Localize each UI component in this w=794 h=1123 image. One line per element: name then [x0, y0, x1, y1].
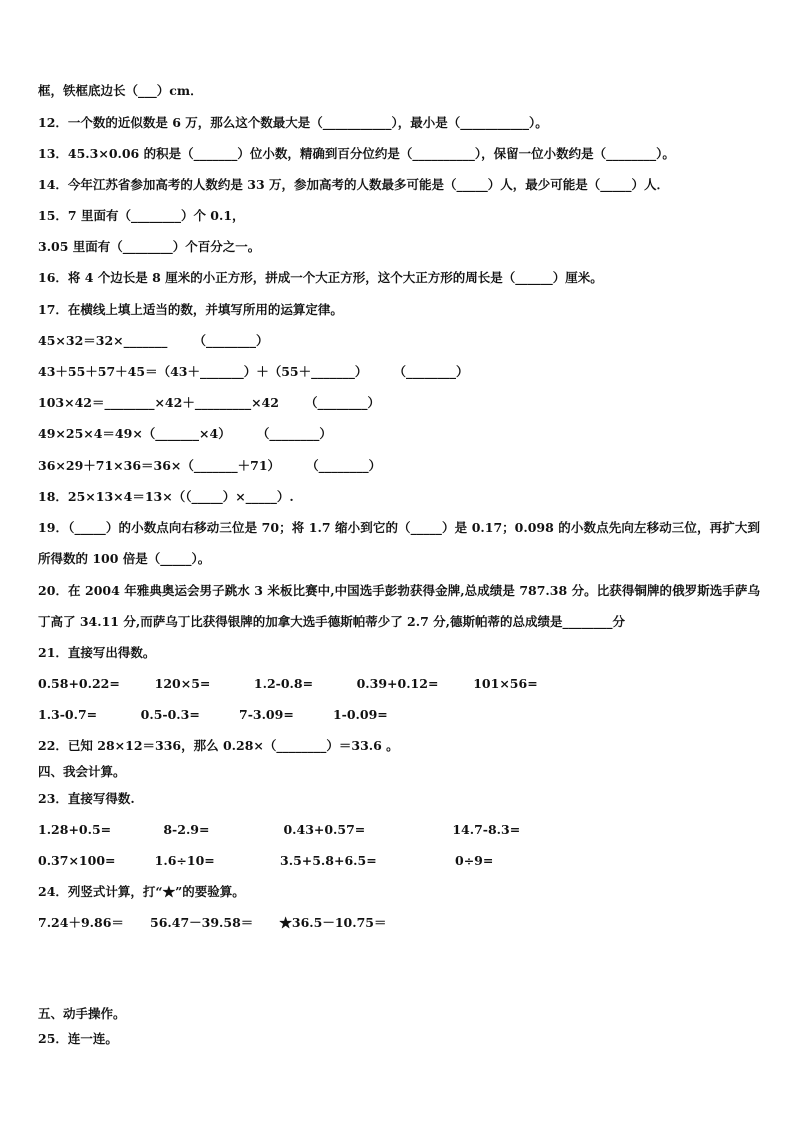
- question-24: 24．列竖式计算，打“★”的要验算。: [38, 884, 245, 899]
- question-21: 21．直接写出得数。: [38, 645, 156, 660]
- q11-continuation: 框，铁框底边长（___）cm．: [38, 83, 203, 98]
- question-17-item-1: 45×32＝32×_______ （________）: [38, 333, 269, 348]
- question-21-row-2: 1.3-0.7= 0.5-0.3= 7-3.09= 1-0.09=: [38, 707, 388, 722]
- question-17-item-3: 103×42＝________×42＋_________×42 （________）: [38, 395, 381, 410]
- question-23-row-2: 0.37×100= 1.6÷10= 3.5+5.8+6.5= 0÷9=: [38, 853, 494, 868]
- section-5-heading: 五、动手操作。: [38, 1006, 126, 1021]
- question-12: 12．一个数的近似数是 6 万，那么这个数最大是（___________），最小是（___________）。: [38, 115, 548, 130]
- question-19: 19．（_____）的小数点向右移动三位是 70；将 1.7 缩小到它的（_____）是 0.17；0.098 的小数点先向左移动三位，再扩大到所得数的 100 倍是（_____）。: [38, 520, 760, 566]
- question-15-line-1: 15．7 里面有（________）个 0.1，: [38, 208, 245, 223]
- question-14: 14．今年江苏省参加高考的人数约是 33 万，参加高考的人数最多可能是（_____）人，最少可能是（_____）人．: [38, 177, 669, 192]
- question-17: 17．在横线上填上适当的数，并填写所用的运算定律。: [38, 302, 343, 317]
- section-4-heading: 四、我会计算。: [38, 764, 126, 779]
- question-16: 16．将 4 个边长是 8 厘米的小正方形，拼成一个大正方形，这个大正方形的周长是（______）厘米。: [38, 270, 603, 285]
- question-15-line-2: 3.05 里面有（________）个百分之一。: [38, 239, 261, 254]
- question-23: 23．直接写得数.: [38, 791, 135, 806]
- question-20: 20．在 2004 年雅典奥运会男子跳水 3 米板比赛中,中国选手彭勃获得金牌,总成绩是 787.38 分。比获得铜牌的俄罗斯选手萨乌丁高了 34.11 分,而萨乌丁比获得银牌的加拿大选手德斯帕蒂少了 2.7 分,德斯帕蒂的总成绩是________分: [38, 583, 760, 629]
- question-17-item-5: 36×29＋71×36＝36×（_______＋71） （________）: [38, 458, 382, 473]
- question-13: 13．45.3×0.06 的积是（_______）位小数，精确到百分位约是（__________），保留一位小数约是（________）。: [38, 146, 675, 161]
- question-17-item-4: 49×25×4＝49×（_______×4） （________）: [38, 426, 332, 441]
- question-21-row-1: 0.58+0.22= 120×5= 1.2-0.8= 0.39+0.12= 101×56=: [38, 676, 538, 691]
- question-23-row-1: 1.28+0.5= 8-2.9= 0.43+0.57= 14.7-8.3=: [38, 822, 521, 837]
- question-18: 18．25×13×4＝13×（（_____）×_____）.: [38, 489, 294, 504]
- question-25: 25．连一连。: [38, 1031, 118, 1046]
- question-22: 22．已知 28×12＝336，那么 0.28×（________）＝33.6 。: [38, 738, 399, 753]
- question-17-item-2: 43＋55＋57＋45＝（43＋_______）＋（55＋_______） （________）: [38, 364, 469, 379]
- question-24-problems: 7.24＋9.86＝ 56.47－39.58＝ ★36.5－10.75＝: [38, 915, 387, 930]
